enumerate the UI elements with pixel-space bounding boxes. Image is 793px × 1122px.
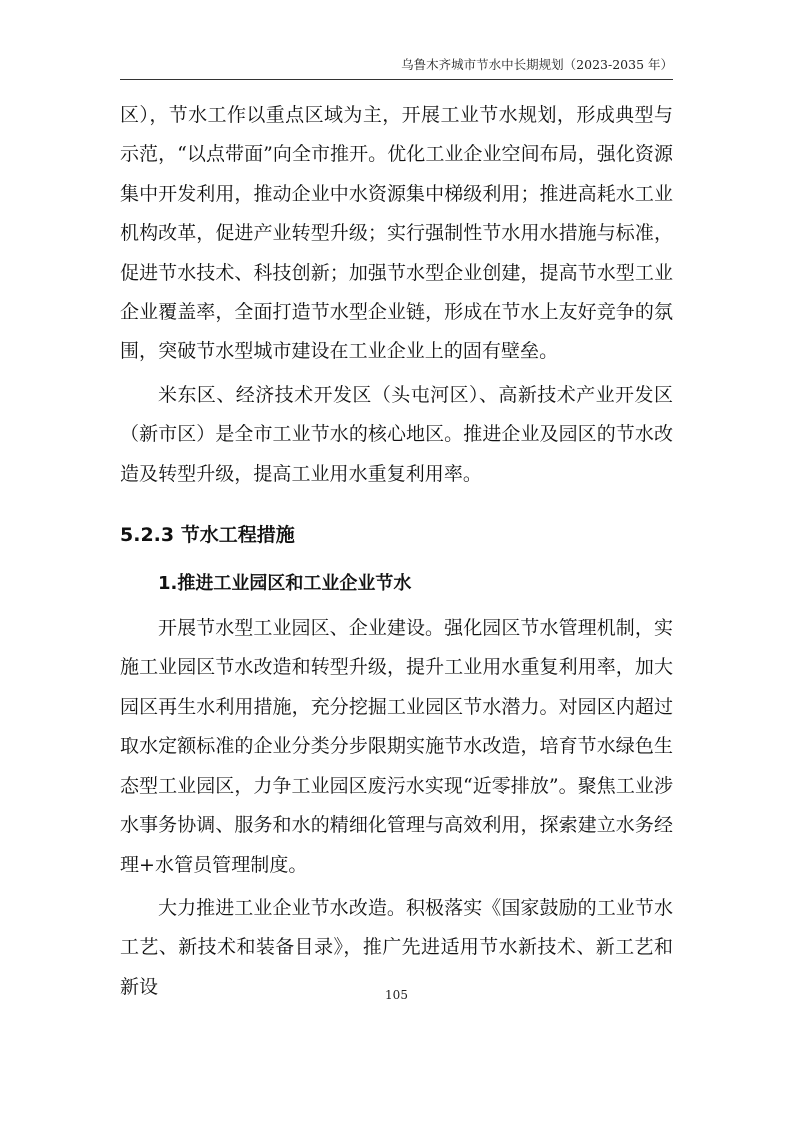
paragraph-enterprise-retrofit: 大力推进工业企业节水改造。积极落实《国家鼓励的工业节水工艺、新技术和装备目录》，推广先进适用节水新技术、新工艺和新设 — [120, 896, 673, 998]
paragraph-industrial-parks: 开展节水型工业园区、企业建设。强化园区节水管理机制，实施工业园区节水改造和转型升级，提升工业用水重复利用率，加大园区再生水利用措施，充分挖掘工业园区节水潜力。对园区内超过取水定额标准的企业分类分步限期实施节水改造，培育节水绿色生态型工业园区，力争工业园区废污水实现“近零排放”。聚焦工业涉水事务协调、服务和水的精细化管理与高效利用，探索建立水务经理+水管员管理制度。 — [120, 617, 673, 876]
running-header: 乌鲁木齐城市节水中长期规划（2023-2035 年） — [401, 57, 673, 72]
paragraph-core-areas: 米东区、经济技术开发区（头屯河区）、高新技术产业开发区（新市区）是全市工业节水的核心地区。推进企业及园区的节水改造及转型升级，提高工业用水重复利用率。 — [120, 383, 673, 485]
section-heading: 5.2.3 节水工程措施 — [120, 524, 295, 547]
header-rule — [120, 79, 673, 80]
paragraph-continued: 区），节水工作以重点区域为主，开展工业节水规划，形成典型与示范，“以点带面”向全市推开。优化工业企业空间布局，强化资源集中开发利用，推动企业中水资源集中梯级利用；推进高耗水工业机构改革，促进产业转型升级；实行强制性节水用水措施与标准，促进节水技术、科技创新；加强节水型企业创建，提高节水型工业企业覆盖率，全面打造节水型企业链，形成在节水上友好竞争的氛围，突破节水型城市建设在工业企业上的固有壁垒。 — [120, 104, 673, 363]
page-number: 105 — [385, 988, 408, 1002]
body-text — [120, 96, 673, 1007]
subsection-heading: 1.推进工业园区和工业企业节水 — [158, 573, 412, 595]
